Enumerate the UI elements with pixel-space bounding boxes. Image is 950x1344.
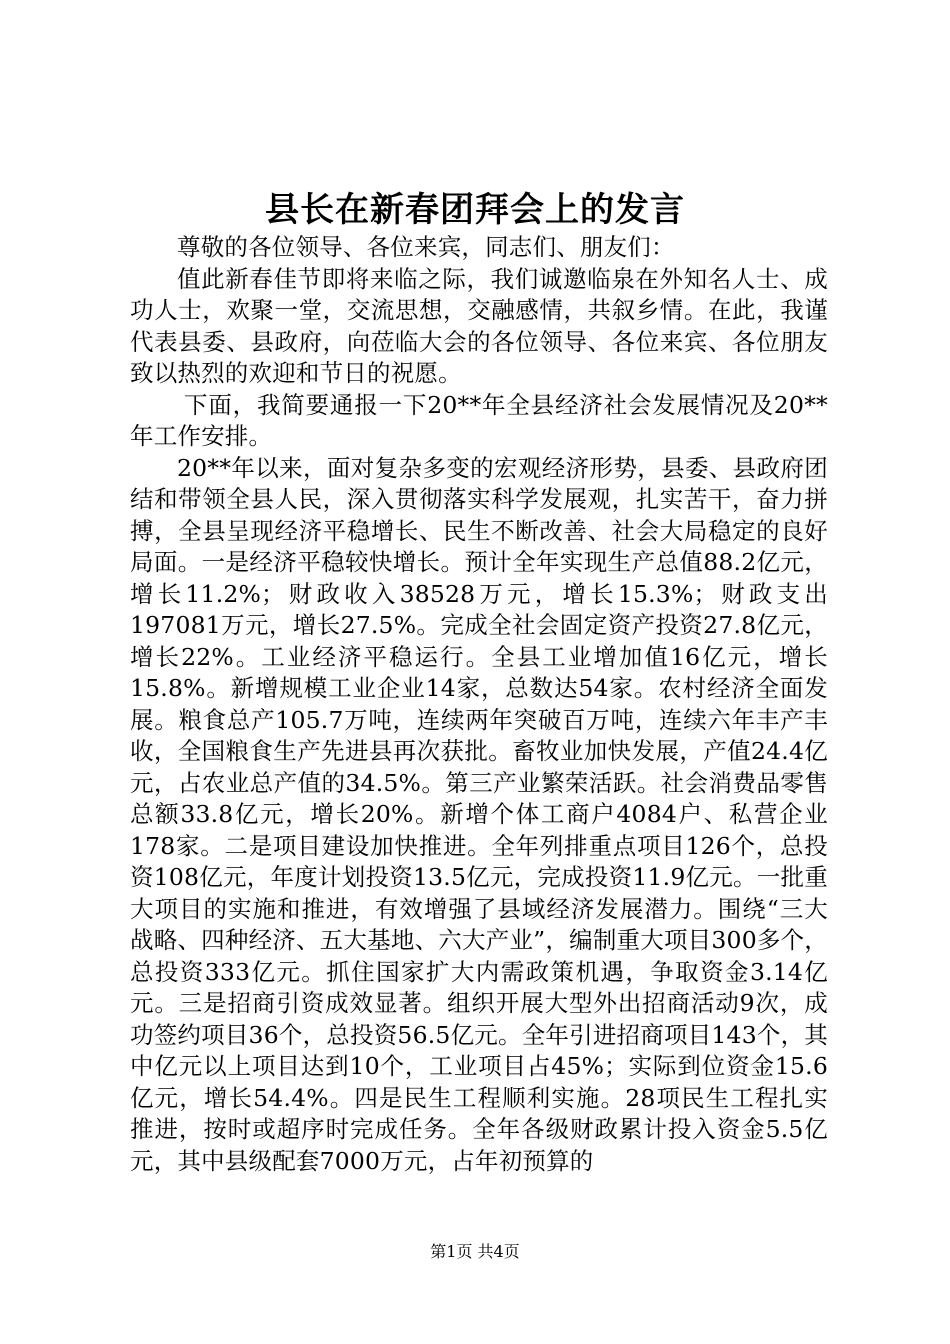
document-title: 县长在新春团拜会上的发言 <box>265 190 685 230</box>
greeting-paragraph: 尊敬的各位领导、各位来宾，同志们、朋友们： <box>177 233 675 261</box>
document-body <box>130 232 828 1177</box>
overview-paragraph: 下面，我简要通报一下20**年全县经济社会发展情况及20**年工作安排。 <box>130 390 828 450</box>
page-number: 第1页 共4页 <box>430 1242 520 1261</box>
achievements-paragraph: 20**年以来，面对复杂多变的宏观经济形势，县委、县政府团结和带领全县人民，深入贯彻落实科学发展观，扎实苦干，奋力拼搏，全县呈现经济平稳增长、民生不断改善、社会大局稳定的良好局面。一是经济平稳较快增长。预计全年实现生产总值88.2亿元，增长11.2%；财政收入38528万元，增长15.3%；财政支出197081万元，增长27.5%。完成全社会固定资产投资27.8亿元，增长22%。工业经济平稳运行。全县工业增加值16亿元，增长15.8%。新增规模工业企业14家，总数达54家。农村经济全面发展。粮食总产105.7万吨，连续两年突破百万吨，连续六年丰产丰收，全国粮食生产先进县再次获批。畜牧业加快发展，产值24.4亿元，占农业总产值的34.5%。第三产业繁荣活跃。社会消费品零售总额33.8亿元，增长20%。新增个体工商户4084户、私营企业178家。二是项目建设加快推进。全年列排重点项目126个，总投资108亿元，年度计划投资13.5亿元，完成投资11.9亿元。一批重大项目的实施和推进，有效增强了县域经济发展潜力。围绕“三大战略、四种经济、五大基地、六大产业”，编制重大项目300多个，总投资333亿元。抓住国家扩大内需政策机遇，争取资金3.14亿元。三是招商引资成效显著。组织开展大型外出招商活动9次，成功签约项目36个，总投资56.5亿元。全年引进招商项目143个，其中亿元以上项目达到10个，工业项目占45%；实际到位资金15.6亿元，增长54.4%。四是民生工程顺利实施。28项民生工程扎实推进，按时或超序时完成任务。全年各级财政累计投入资金5.5亿元，其中县级配套7000万元，占年初预算的 <box>130 453 828 1175</box>
welcome-paragraph: 值此新春佳节即将来临之际，我们诚邀临泉在外知名人士、成功人士，欢聚一堂，交流思想，交融感情，共叙乡情。在此，我谨代表县委、县政府，向莅临大会的各位领导、各位来宾、各位朋友致以热烈的欢迎和节日的祝愿。 <box>130 264 828 387</box>
